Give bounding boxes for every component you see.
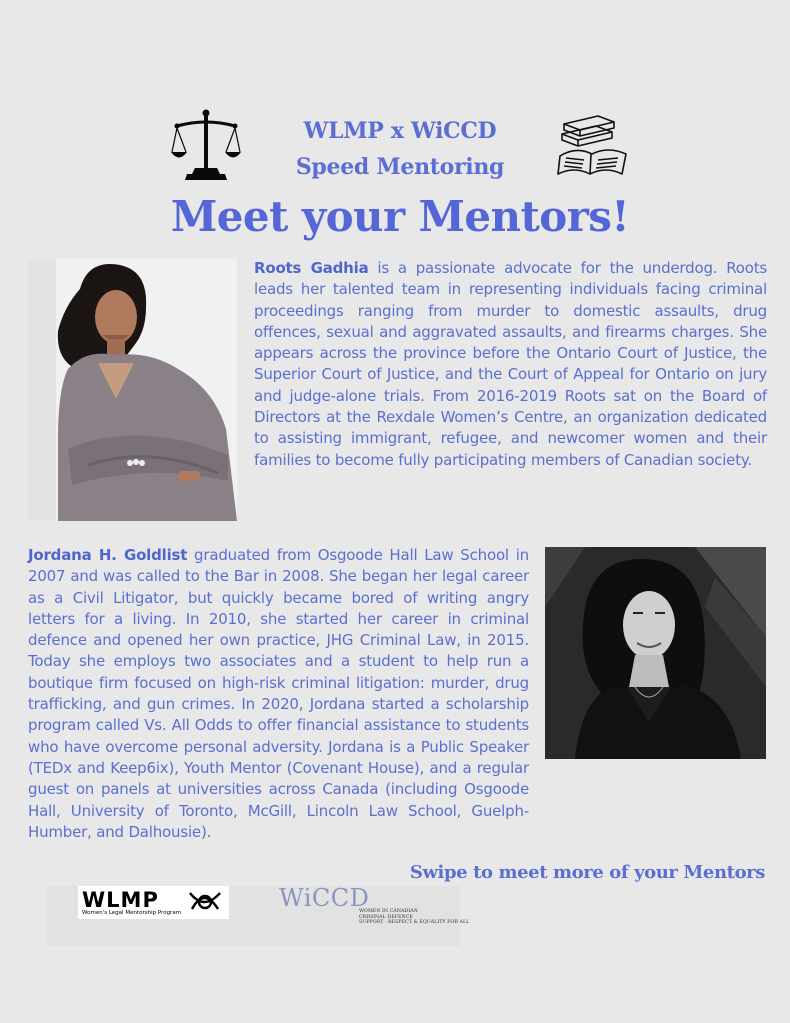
mentor-photo-roots-gadhia xyxy=(28,259,237,521)
swipe-prompt: Swipe to meet more of your Mentors xyxy=(409,862,765,883)
mentor-name: Jordana H. Goldlist xyxy=(28,546,188,564)
wlmp-logo-subtitle: Women's Legal Mentorship Program xyxy=(82,910,182,916)
celtic-knot-icon xyxy=(186,889,224,919)
scales-of-justice-icon xyxy=(171,108,241,184)
mentor-bio-text: is a passionate advocate for the underdog. Roots leads her talented team in representing individuals facing criminal proceedings ranging from murder to domestic assaults, drug offences, sexual and aggravated assaults, and firearms charges. She appears across the province before the Ontario Court of Justice, the Superior Court of Justice, and the Court of Appeal for Ontario on jury and judge-alone trials. From 2016-2019 Roots sat on the Board of Directors at the Rexdale Women’s Centre, an organization dedicated to assisting immigrant, refugee, and newcomer women and their families to become fully participating members of Canadian society. xyxy=(254,259,768,469)
books-icon xyxy=(556,112,626,188)
wlmp-logo xyxy=(78,886,229,919)
mentor-name: Roots Gadhia xyxy=(254,259,369,277)
wiccd-logo-subtitle xyxy=(359,909,469,926)
wiccd-logo-line2: CRIMINAL DEFENCE xyxy=(359,914,413,920)
event-subtitle: Speed Mentoring xyxy=(295,154,505,180)
wiccd-logo-text: WiCCD xyxy=(279,884,370,912)
wiccd-logo-line1: WOMEN IN CANADIAN xyxy=(359,909,418,914)
mentor-bio-jordana-goldlist xyxy=(28,545,529,843)
page-title: Meet your Mentors! xyxy=(170,192,630,241)
event-title: WLMP x WiCCD xyxy=(303,118,497,144)
mentor-bio-text: graduated from Osgoode Hall Law School in 2007 and was called to the Bar in 2008. She began her legal career as a Civil Litigator, but quickly became bored of writing angry letters for a living. In 2010, she started her career in criminal defence and opened her own practice, JHG Criminal Law, in 2015. Today she employs two associates and a student to help run a boutique firm focused on high-risk criminal litigation: murder, drug trafficking, and gun crimes. In 2020, Jordana started a scholarship program called Vs. All Odds to offer financial assistance to students who have overcome personal adversity. Jordana is a Public Speaker (TEDx and Keep6ix), Youth Mentor (Covenant House), and a regular guest on panels at universities across Canada (including Osgoode Hall, University of Toronto, McGill, Lincoln Law School, Guelph-Humber, and Dalhousie). xyxy=(28,546,529,841)
mentor-bio-roots-gadhia xyxy=(254,258,767,471)
wlmp-logo-text: WLMP xyxy=(82,888,159,912)
mentor-photo-jordana-goldlist xyxy=(545,547,766,759)
wiccd-logo-line3: SUPPORT · RESPECT & EQUALITY FOR ALL xyxy=(359,920,470,925)
wiccd-logo xyxy=(279,884,470,926)
